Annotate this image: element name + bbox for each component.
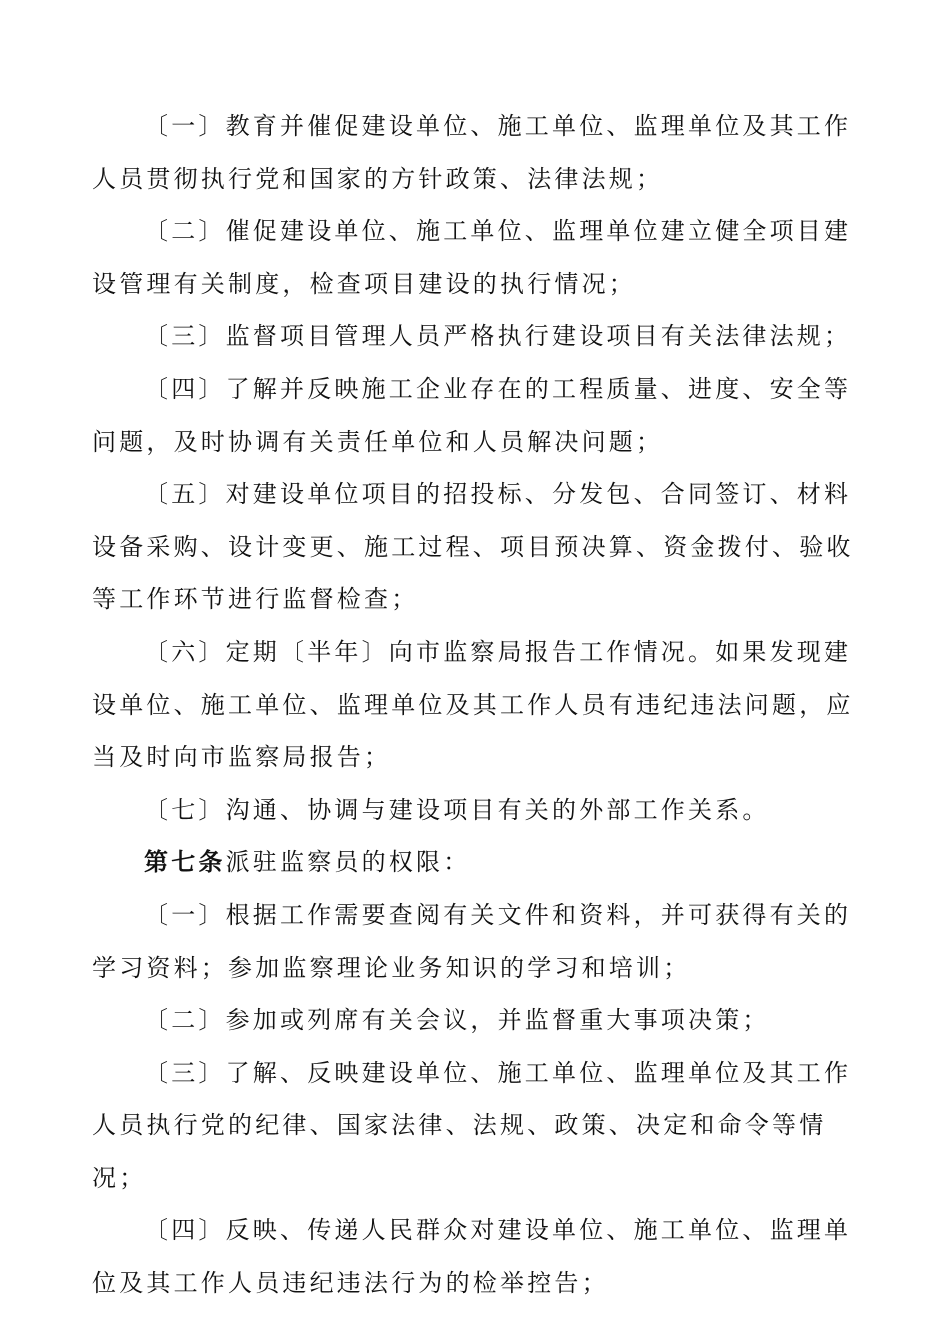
paragraph-item-5: 〔五〕对建设单位项目的招投标、分发包、合同签订、材料设备采购、设计变更、施工过程、项目预决算、资金拨付、验收等工作环节进行监督检查； — [92, 480, 854, 614]
article-number: 第七条 — [144, 848, 226, 877]
paragraph-item-7: 〔七〕沟通、协调与建设项目有关的外部工作关系。 — [144, 795, 770, 824]
paragraph-item-3: 〔三〕监督项目管理人员严格执行建设项目有关法律法规； — [144, 322, 852, 351]
paragraph-item-2: 〔二〕催促建设单位、施工单位、监理单位建立健全项目建设管理有关制度，检查项目建设的执行情况； — [92, 217, 852, 298]
authority-item-4: 〔四〕反映、传递人民群众对建设单位、施工单位、监理单位及其工作人员违纪违法行为的检举控告； — [92, 1216, 852, 1298]
paragraph-item-1: 〔一〕教育并催促建设单位、施工单位、监理单位及其工作人员贯彻执行党和国家的方针政策、法律法规； — [92, 112, 852, 193]
article-title: 派驻监察员的权限： — [225, 848, 471, 877]
authority-item-3: 〔三〕了解、反映建设单位、施工单位、监理单位及其工作人员执行党的纪律、国家法律、法规、政策、决定和命令等情况； — [92, 1058, 852, 1192]
authority-item-2: 〔二〕参加或列席有关会议，并监督重大事项决策； — [144, 1006, 770, 1035]
article-heading — [92, 836, 860, 889]
document-page — [92, 100, 860, 1310]
paragraph-item-4: 〔四〕了解并反映施工企业存在的工程质量、进度、安全等问题，及时协调有关责任单位和人员解决问题； — [92, 374, 852, 456]
authority-item-1: 〔一〕根据工作需要查阅有关文件和资料，并可获得有关的学习资料；参加监察理论业务知识的学习和培训； — [92, 900, 852, 982]
paragraph-item-6: 〔六〕定期〔半年〕向市监察局报告工作情况。如果发现建设单位、施工单位、监理单位及其工作人员有违纪违法问题，应当及时向市监察局报告； — [92, 637, 854, 772]
